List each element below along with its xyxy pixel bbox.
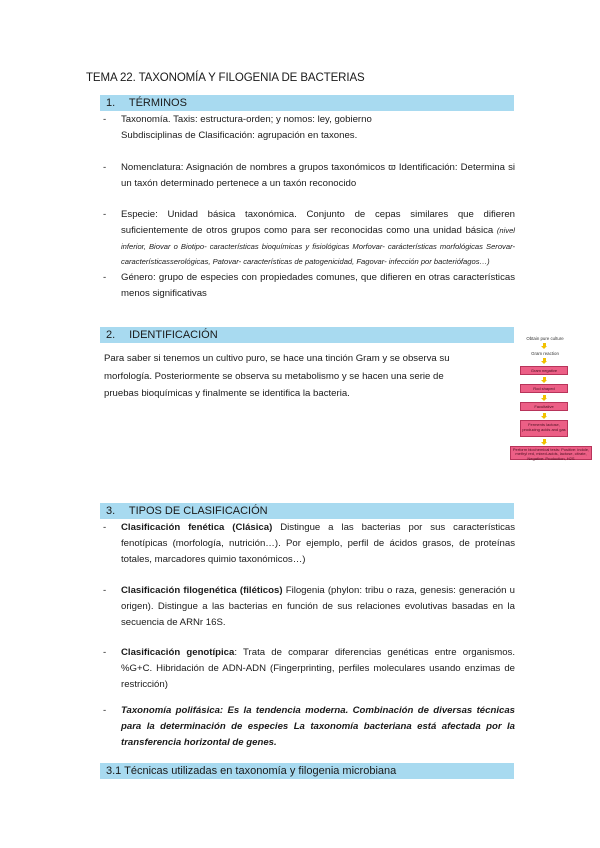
filogenetica-title: Clasificación filogenética (filéticos) xyxy=(121,585,283,596)
flow-step-biochemical-tests: Perform biochemical tests: Positive: indole, methyl red, mixed-acids, lactose, citrate, Negative: Production, H2S xyxy=(510,446,592,460)
bullet-dash: - xyxy=(103,114,107,125)
section-3-label: TIPOS DE CLASIFICACIÓN xyxy=(128,505,268,517)
genotipica-item xyxy=(103,645,515,692)
class-genotipica xyxy=(103,645,515,692)
fenetica-title: Clasificación fenética (Clásica) xyxy=(121,522,273,533)
polifasica-item xyxy=(103,703,515,750)
fenetica-text: Distingue a las bacterias por sus características fenotípicas (morfología, nutrición…). Por ejemplo, perfil de ácidos grasos, de proteínas totales, marcadores quimio taxonómicos…) xyxy=(121,522,516,565)
nomenclatura-text: Nomenclatura: Asignación de nombres a grupos taxonómicos xyxy=(121,162,386,173)
polifasica-text: Taxonomía polifásica: Es la tendencia moderna. Combinación de diversas técnicas para la determinación de especies La taxonomía bacteriana está afectada por la transferencia horizontal de genes. xyxy=(121,705,515,748)
section-2-number: 2. xyxy=(106,329,116,341)
flow-step-gram-reaction: Gram reaction xyxy=(531,351,559,356)
section-2-label: IDENTIFICACIÓN xyxy=(129,329,218,341)
bullet-dash: - xyxy=(103,209,107,220)
taxonomia-line-2: Subdisciplinas de Clasificación: agrupación en taxones. xyxy=(121,129,358,141)
identification-paragraph: Para saber si tenemos un cultivo puro, se hace una tinción Gram y se observa su morfología. Posteriormente se observa su metabolismo y se hacen una serie de pruebas bioquímicas y finalmente se identifica la bacteria. xyxy=(104,353,450,399)
bullet-dash: - xyxy=(103,705,107,716)
class-polifasica xyxy=(103,703,515,750)
section-1-label: TÉRMINOS xyxy=(128,97,187,109)
nomenclatura-symbol: ϖ xyxy=(388,162,396,173)
flow-arrow-icon xyxy=(541,343,547,349)
genotipica-text: : Trata de comparar diferencias genéticas entre organismos. %G+C. Hibridación de ADN-ADN (Fingerprinting, perfiles moleculares usando enzimas de restricción) xyxy=(121,647,515,690)
genotipica-title: Clasificación genotípica xyxy=(121,647,235,658)
section-2-header xyxy=(100,327,514,343)
class-filogenetica xyxy=(103,583,515,630)
filogenetica-text: Filogenia (phylon: tribu o raza, genesis: generación u origen). Distingue a las bacterias en función de sus relaciones evolutivas basadas en la secuencia de ARNr 16S. xyxy=(121,585,515,628)
term-nomenclatura xyxy=(103,160,515,192)
term-especie xyxy=(103,207,515,270)
terms-taxonomia xyxy=(103,112,515,144)
flow-arrow-icon xyxy=(541,395,547,401)
flow-arrow-icon xyxy=(541,358,547,364)
flow-step-ferments-lactose: Ferments lactose, producing acids and gas xyxy=(520,420,568,437)
flow-step-obtain-pure-culture: Obtain pure culture xyxy=(526,336,564,341)
section-1-number: 1. xyxy=(106,97,116,109)
flow-step-facultative: Facultative xyxy=(520,402,568,411)
flow-step-gram-negative: Gram negative xyxy=(520,366,568,375)
especie-note: (nivel inferior, Biovar o Biotipo- características bioquímicas y fisiológicas Morfovar- carácterísticas morfológicas Serovar- característicasserológicas, Patovar- características de patogenicidad, Fagovar- infección por bacteriófagos…) xyxy=(121,225,515,267)
fenetica-item xyxy=(103,520,515,567)
filogenetica-item xyxy=(103,583,515,630)
flow-arrow-icon xyxy=(541,439,547,445)
genero-text: Género: grupo de especies con propiedades comunes, que difieren en otras características menos significativas xyxy=(121,272,515,299)
especie-text: Especie: Unidad básica taxonómica. Conjunto de cepas similares que difieren suficientemente de otros grupos como para ser reconocidas como una unidad básica xyxy=(121,209,515,236)
term-taxonomia xyxy=(103,112,515,144)
term-genero xyxy=(103,270,515,302)
document-title: TEMA 22. TAXONOMÍA Y FILOGENIA DE BACTERIAS xyxy=(86,72,365,84)
bullet-dash: - xyxy=(103,162,107,173)
class-fenetica xyxy=(103,520,515,567)
bullet-dash: - xyxy=(103,272,107,284)
terms-nomenclatura xyxy=(103,160,515,192)
bullet-dash: - xyxy=(103,585,107,596)
identificacion-text: Identificación: Determina si un taxón determinado pertenece a un taxón reconocido xyxy=(121,162,515,189)
flow-arrow-icon xyxy=(541,413,547,419)
flow-arrow-icon xyxy=(541,377,547,383)
identification-flowchart xyxy=(498,330,592,470)
bullet-dash: - xyxy=(103,522,107,533)
taxonomia-line-1: Taxonomía. Taxis: estructura-orden; y nomos: ley, gobierno xyxy=(121,114,372,125)
terms-especie xyxy=(103,207,515,302)
flow-step-rod-shaped: Rod shaped xyxy=(520,384,568,393)
section-1-header xyxy=(100,95,514,111)
section-3-1-header: 3.1 Técnicas utilizadas en taxonomía y filogenia microbiana xyxy=(100,763,514,779)
section-3-header xyxy=(100,503,514,519)
bullet-dash: - xyxy=(103,647,107,658)
section-3-number: 3. xyxy=(106,505,116,517)
